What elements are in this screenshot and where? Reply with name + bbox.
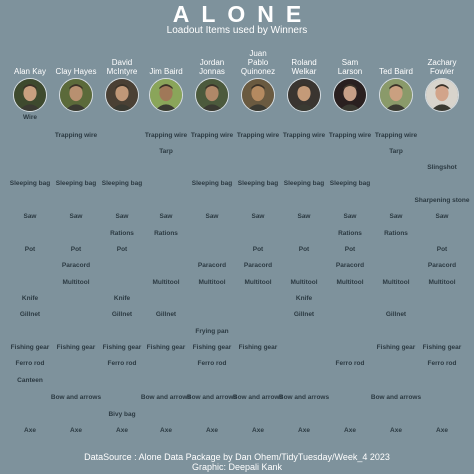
item-label: Gillnet — [111, 311, 133, 318]
item-label: Trapping wire — [374, 132, 418, 139]
winner-avatar — [287, 78, 321, 112]
item-label: Paracord — [61, 262, 91, 269]
winner-avatar — [425, 78, 459, 112]
item-label: Canteen — [17, 377, 43, 384]
winner-avatar — [379, 78, 413, 112]
item-label: Fishing gear — [10, 344, 50, 351]
item-label: Multitool — [62, 279, 90, 286]
item-label: Fishing gear — [56, 344, 96, 351]
footer-source: DataSource : Alone Data Package by Dan Ohem/TidyTuesday/Week_4 2023 — [84, 452, 390, 462]
winner-name: Sam Larson — [337, 58, 363, 76]
portrait-icon — [106, 79, 138, 111]
item-label: Multitool — [244, 279, 272, 286]
item-label: Multitool — [428, 279, 456, 286]
item-label: Axe — [160, 427, 172, 434]
winner-avatar — [333, 78, 367, 112]
page-subtitle: Loadout Items used by Winners — [166, 25, 308, 36]
item-label: Gillnet — [293, 311, 315, 318]
item-label: Ferro rod — [197, 360, 227, 367]
item-label: Rations — [110, 230, 134, 237]
winner-avatar — [195, 78, 229, 112]
portrait-icon — [380, 79, 412, 111]
item-label: Saw — [251, 213, 265, 220]
item-label: Fishing gear — [146, 344, 186, 351]
item-label: Saw — [435, 213, 449, 220]
item-label: Gillnet — [19, 311, 41, 318]
item-label: Multitool — [198, 279, 226, 286]
item-label: Axe — [298, 427, 310, 434]
winner-name: David McIntyre — [106, 58, 138, 76]
item-label: Multitool — [152, 279, 180, 286]
item-label: Multitool — [382, 279, 410, 286]
item-label: Rations — [384, 230, 408, 237]
item-label: Paracord — [335, 262, 365, 269]
item-label: Axe — [252, 427, 264, 434]
item-label: Sleeping bag — [329, 180, 371, 187]
item-label: Sleeping bag — [237, 180, 279, 187]
item-label: Saw — [159, 213, 173, 220]
item-label: Bow and arrows — [50, 394, 102, 401]
winner-name: Jordan Jonnas — [199, 58, 225, 76]
winner-avatar — [149, 78, 183, 112]
winner-name: Clay Hayes — [55, 67, 97, 76]
item-label: Sleeping bag — [55, 180, 97, 187]
item-label: Trapping wire — [190, 132, 234, 139]
item-label: Sleeping bag — [283, 180, 325, 187]
item-label: Pot — [70, 246, 82, 253]
item-label: Multitool — [290, 279, 318, 286]
item-label: Gillnet — [155, 311, 177, 318]
item-label: Frying pan — [195, 328, 229, 335]
item-label: Knife — [113, 295, 131, 302]
item-label: Wire — [22, 114, 38, 121]
footer-credit: Graphic: Deepali Kank — [191, 462, 283, 472]
item-label: Saw — [23, 213, 37, 220]
item-label: Rations — [154, 230, 178, 237]
portrait-icon — [242, 79, 274, 111]
item-label: Sharpening stone — [414, 197, 470, 204]
item-label: Tarp — [159, 148, 173, 155]
item-label: Fishing gear — [422, 344, 462, 351]
item-label: Pot — [116, 246, 128, 253]
winner-name: Roland Welkar — [291, 58, 317, 76]
item-label: Axe — [116, 427, 128, 434]
item-label: Sleeping bag — [101, 180, 143, 187]
item-label: Bow and arrows — [186, 394, 238, 401]
winner-name: Ted Baird — [379, 67, 413, 76]
portrait-icon — [196, 79, 228, 111]
item-label: Saw — [297, 213, 311, 220]
item-label: Ferro rod — [15, 360, 45, 367]
item-label: Fishing gear — [102, 344, 142, 351]
item-label: Pot — [298, 246, 310, 253]
item-label: Saw — [115, 213, 129, 220]
item-label: Saw — [205, 213, 219, 220]
item-label: Axe — [24, 427, 36, 434]
item-label: Trapping wire — [328, 132, 372, 139]
item-label: Pot — [344, 246, 356, 253]
item-label: Ferro rod — [335, 360, 365, 367]
winner-avatar — [59, 78, 93, 112]
item-label: Knife — [21, 295, 39, 302]
item-label: Knife — [295, 295, 313, 302]
winner-avatar — [13, 78, 47, 112]
item-label: Fishing gear — [192, 344, 232, 351]
item-label: Paracord — [427, 262, 457, 269]
winner-name: Jim Baird — [149, 67, 183, 76]
item-label: Gillnet — [385, 311, 407, 318]
item-label: Axe — [436, 427, 448, 434]
winner-avatar — [105, 78, 139, 112]
item-label: Bow and arrows — [370, 394, 422, 401]
item-label: Bow and arrows — [232, 394, 284, 401]
item-label: Bow and arrows — [278, 394, 330, 401]
item-label: Trapping wire — [236, 132, 280, 139]
item-label: Axe — [390, 427, 402, 434]
portrait-icon — [150, 79, 182, 111]
winner-name: Zachary Fowler — [427, 58, 457, 76]
portrait-icon — [288, 79, 320, 111]
item-label: Paracord — [197, 262, 227, 269]
winner-name: Juan Pablo Quinonez — [240, 49, 276, 76]
item-label: Trapping wire — [282, 132, 326, 139]
portrait-icon — [334, 79, 366, 111]
item-label: Axe — [70, 427, 82, 434]
item-label: Bivy bag — [108, 411, 136, 418]
item-label: Bow and arrows — [140, 394, 192, 401]
item-label: Ferro rod — [107, 360, 137, 367]
item-label: Sleeping bag — [9, 180, 51, 187]
item-label: Axe — [344, 427, 356, 434]
item-label: Trapping wire — [54, 132, 98, 139]
item-label: Pot — [24, 246, 36, 253]
item-label: Tarp — [389, 148, 403, 155]
item-label: Trapping wire — [144, 132, 188, 139]
winner-name: Alan Kay — [13, 67, 47, 76]
portrait-icon — [60, 79, 92, 111]
item-label: Ferro rod — [427, 360, 457, 367]
item-label: Slingshot — [427, 164, 457, 171]
item-label: Sleeping bag — [191, 180, 233, 187]
winner-avatar — [241, 78, 275, 112]
item-label: Multitool — [336, 279, 364, 286]
portrait-icon — [14, 79, 46, 111]
item-label: Rations — [338, 230, 362, 237]
portrait-icon — [426, 79, 458, 111]
item-label: Fishing gear — [238, 344, 278, 351]
item-label: Axe — [206, 427, 218, 434]
item-label: Saw — [389, 213, 403, 220]
item-label: Paracord — [243, 262, 273, 269]
item-label: Pot — [252, 246, 264, 253]
item-label: Saw — [343, 213, 357, 220]
page-title: ALONE — [172, 1, 314, 27]
item-label: Saw — [69, 213, 83, 220]
item-label: Fishing gear — [376, 344, 416, 351]
item-label: Pot — [436, 246, 448, 253]
